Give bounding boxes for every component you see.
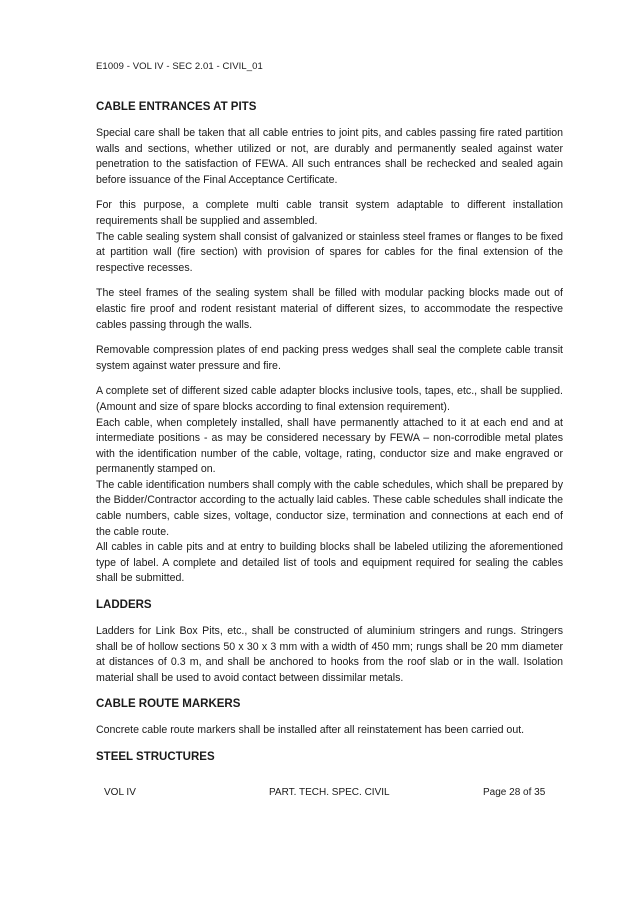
- paragraph-cable-entrances-9: All cables in cable pits and at entry to building blocks shall be labeled utilizing the aforementioned type of label. A complete and detailed list of tools and equipment required for sealing the cables shall be submitted.: [96, 541, 563, 585]
- paragraph-ladders: Ladders for Link Box Pits, etc., shall be constructed of aluminium stringers and rungs. Stringers shall be of hollow sections 50 x 30 x 3 mm with a width of 450 mm; rungs shall be 20 mm diameter at distances of 0.3 m, and shall be anchored to hooks from the roof slab or in the wall. Isolation material shall be used to avoid contact between dissimilar metals.: [96, 625, 563, 684]
- paragraph-cable-entrances-8: The cable identification numbers shall comply with the cable schedules, which shall be prepared by the Bidder/Contractor according to the actually laid cables. These cable schedules shall indicate the cable numbers, cable sizes, voltage, conductor size, termination and connections at each end of the cable route.: [96, 478, 563, 538]
- footer-volume: VOL IV: [104, 787, 136, 798]
- paragraph-cable-entrances-4: The steel frames of the sealing system shall be filled with modular packing blocks made out of elastic fire proof and rodent resistant material of different sizes, to accommodate the respective cables passing through the walls.: [96, 287, 563, 331]
- paragraph-cable-entrances-6: A complete set of different sized cable adapter blocks inclusive tools, tapes, etc., shall be supplied. (Amount and size of spare blocks according to final extension requirement).: [96, 385, 563, 413]
- page-content: [96, 100, 563, 765]
- paragraph-cable-entrances-5: Removable compression plates of end packing press wedges shall seal the complete cable transit system against water pressure and fire.: [96, 344, 563, 372]
- paragraph-cable-entrances-7: Each cable, when completely installed, shall have permanently attached to it at each end and at intermediate positions - as may be considered necessary by FEWA – non-corrodible metal plates with the identification number of the cable, voltage, rating, conductor size and make engraved or permanently stamped on.: [96, 416, 563, 476]
- paragraph-cable-entrances-1: Special care shall be taken that all cable entries to joint pits, and cables passing fire rated partition walls and sections, whether utilized or not, are durably and permanently sealed against water penetration to the satisfaction of FEWA. All such entrances shall be rechecked and sealed again before issuance of the Final Acceptance Certificate.: [96, 127, 563, 186]
- footer-page-number: Page 28 of 35: [483, 787, 546, 798]
- heading-ladders: LADDERS: [96, 599, 152, 612]
- footer-section: PART. TECH. SPEC. CIVIL: [269, 787, 390, 798]
- paragraph-cable-entrances-2: For this purpose, a complete multi cable transit system adaptable to different installation requirements shall be supplied and assembled.: [96, 199, 563, 227]
- paragraph-cable-entrances-3: The cable sealing system shall consist of galvanized or stainless steel frames or flanges to be fixed at partition wall (fire section) with provision of spares for cables for the final extension of the respective recesses.: [96, 230, 563, 274]
- heading-steel-structures: STEEL STRUCTURES: [96, 751, 215, 763]
- heading-cable-entrances: CABLE ENTRANCES AT PITS: [96, 101, 257, 113]
- document-reference: E1009 - VOL IV - SEC 2.01 - CIVIL_01: [96, 61, 263, 72]
- paragraph-cable-route-markers: Concrete cable route markers shall be installed after all reinstatement has been carried out.: [96, 724, 525, 737]
- heading-cable-route-markers: CABLE ROUTE MARKERS: [96, 698, 241, 711]
